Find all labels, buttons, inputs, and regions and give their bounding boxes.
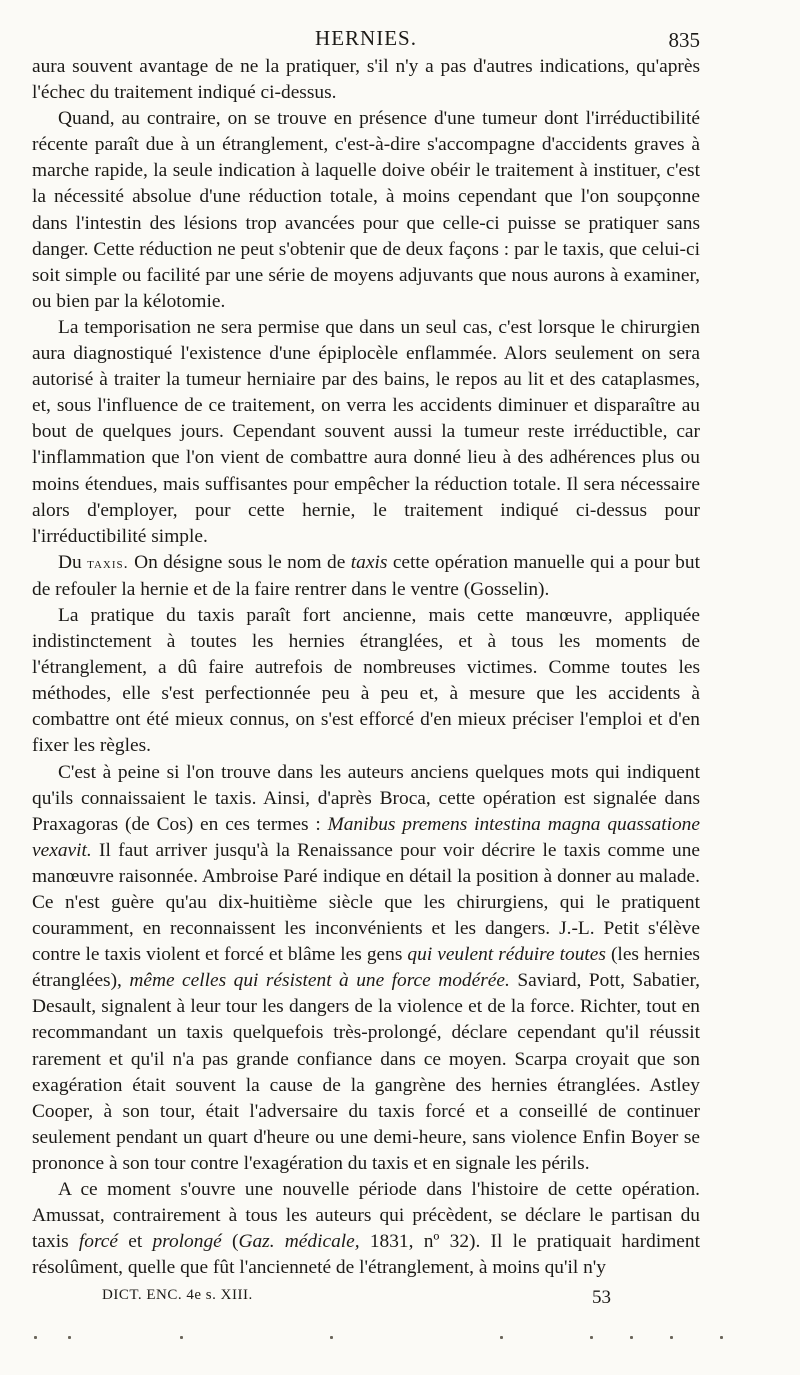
paragraph-temporisation: La temporisation ne sera permise que dans un seul cas, c'est lorsque le chirurgien aura diagnostiqué l'existence d'une épiplocèle enflammée. Alors seulement on sera autorisé à traiter la tumeur herniaire par des bains, le repos au lit et des cataplasmes, et, sous l'influence de ce traitement, on verra les accidents diminuer et disparaître au bout de quelques jours. Cependant souvent aussi la tumeur reste irréductible, car l'inflammation que l'on vient de combattre aura donné lieu à des adhérences plus ou moins étendues, mais suffisantes pour empêcher la réduction totale. Il sera nécessaire alors d'employer, pour cette hernie, le traitement indiqué ci-dessus pour l'irréductibilité simple. (32, 316, 700, 547)
paragraph-strangulation: Quand, au contraire, on se trouve en présence d'une tumeur dont l'irréductibilité récente paraît due à un étranglement, c'est-à-dire s'accompagne d'accidents graves à marche rapide, la seule indication à laquelle doive obéir le traitement à instituer, c'est la nécessité absolue d'une réduction totale, à moins cependant que l'on soupçonne dans l'intestin des lésions trop avancées pour que celle-ci puisse se pratiquer sans danger. Cette réduction ne peut s'obtenir que de deux façons : par le taxis, que celui-ci soit simple ou facilité par une série de moyens adjuvants que nous aurons à examiner, ou bien par la kélotomie. (32, 108, 700, 312)
history-text-2: Il faut arriver jusqu'à la Renaissance pour voir décrire le taxis comme une manœuvre raisonnée. Ambroise Paré indique en détail la position à donner au malade. Ce n'est guère qu'au dix-huitième siècle que les chirurgiens, qui le pratiquent couramment, en reconnaissent les inconvénients et les dangers. J.-L. Petit s'élève contre le taxis violent et forcé et blâme les gens (32, 839, 700, 966)
amussat-and: et (128, 1231, 143, 1253)
bottom-edge-marks (30, 1336, 730, 1342)
citation-journal: Gaz. médicale, (238, 1231, 360, 1253)
history-text-4: Saviard, Pott, Sabatier, Desault, signalent à leur tour les dangers de la violence et de la force. Richter, tout en recommandant un taxis quelquefois très-prolongé, déclare cependant qu'il réussit rarement et qu'il n'a pas grande confiance dans ce moyen. Scarpa croyait que son exagération était souvent la cause de la gangrène des hernies étranglées. Astley Cooper, à son tour, était l'adversaire du taxis forcé et a conseillé de continuer seulement pendant un quart d'heure ou une demi-heure, sans violence Enfin Boyer se prononce à son tour contre l'exagération du taxis et en signale les périls. (32, 970, 701, 1174)
edge-mark (590, 1336, 593, 1339)
page-number: 835 (668, 28, 700, 52)
section-taxis-heading: taxis. (87, 554, 129, 572)
amussat-forced: forcé (78, 1231, 118, 1253)
history-text-1: C'est à peine si l'on trouve dans les auteurs anciens quelques mots qui indiquent qu'ils connaissaient le taxis. Ainsi, d'après Broca, cette opération est signalée dans Praxagoras (de Cos) en ces termes : (32, 761, 700, 835)
book-page (32, 22, 700, 1317)
paragraph-history (32, 760, 700, 1178)
edge-mark (180, 1336, 183, 1339)
edge-mark (330, 1336, 333, 1339)
petit-quote-1: qui veulent réduire toutes (407, 944, 606, 966)
paragraph-continuation: aura souvent avantage de ne la pratiquer, s'il n'y a pas d'autres indications, qu'après l'échec du traitement indiqué ci-dessus. (32, 56, 700, 104)
history-text-3: (les hernies étranglées), (32, 944, 700, 992)
section-taxis-definition: cette opération manuelle qui a pour but de refouler la hernie et de la faire rentrer dans le ventre (Gosselin). (32, 551, 700, 600)
amussat-prolonged: prolongé (152, 1231, 222, 1253)
section-taxis-prefix: Du (58, 551, 82, 573)
paragraph-amussat (32, 1177, 700, 1281)
body-text (32, 54, 700, 1281)
section-taxis-term: taxis (350, 551, 388, 573)
amussat-text-1: A ce moment s'ouvre une nouvelle période dans l'histoire de cette opération. Amussat, contrairement à tous les auteurs qui précèdent, se déclare le partisan du taxis (32, 1179, 700, 1253)
edge-mark (720, 1336, 723, 1339)
edge-mark (670, 1336, 673, 1339)
amussat-text-2: 1831, nº 32). Il le pratiquait hardiment résolûment, quelle que fût l'ancienneté de l'étranglement, à moins qu'il n'y (32, 1231, 700, 1279)
edge-mark (34, 1336, 37, 1339)
latin-quote: Manibus premens intestina magna quassatione vexavit. (32, 813, 700, 861)
signature-mark: DICT. ENC. 4e s. XIII. (102, 1287, 253, 1304)
edge-mark (500, 1336, 503, 1339)
section-taxis (32, 550, 700, 603)
petit-quote-2: même celles qui résistent à une force modérée. (129, 970, 510, 992)
running-header (32, 22, 700, 54)
edge-mark (68, 1336, 71, 1339)
running-title: HERNIES. (315, 26, 417, 50)
citation-open: ( (231, 1231, 239, 1253)
page-footer (32, 1287, 700, 1317)
sheet-number: 53 (592, 1287, 611, 1309)
edge-mark (630, 1336, 633, 1339)
section-taxis-lead: On désigne sous le nom de (134, 551, 346, 573)
paragraph-practice: La pratique du taxis paraît fort ancienne, mais cette manœuvre, appliquée indistinctement à toutes les hernies étranglées, et à tous les moments de l'étranglement, a dû faire autrefois de nombreuses victimes. Comme toutes les méthodes, elle s'est perfectionnée peu à peu et, à mesure que les accidents à combattre ont été mieux connus, on s'est efforcé d'en mieux préciser l'emploi et d'en fixer les règles. (32, 604, 700, 757)
